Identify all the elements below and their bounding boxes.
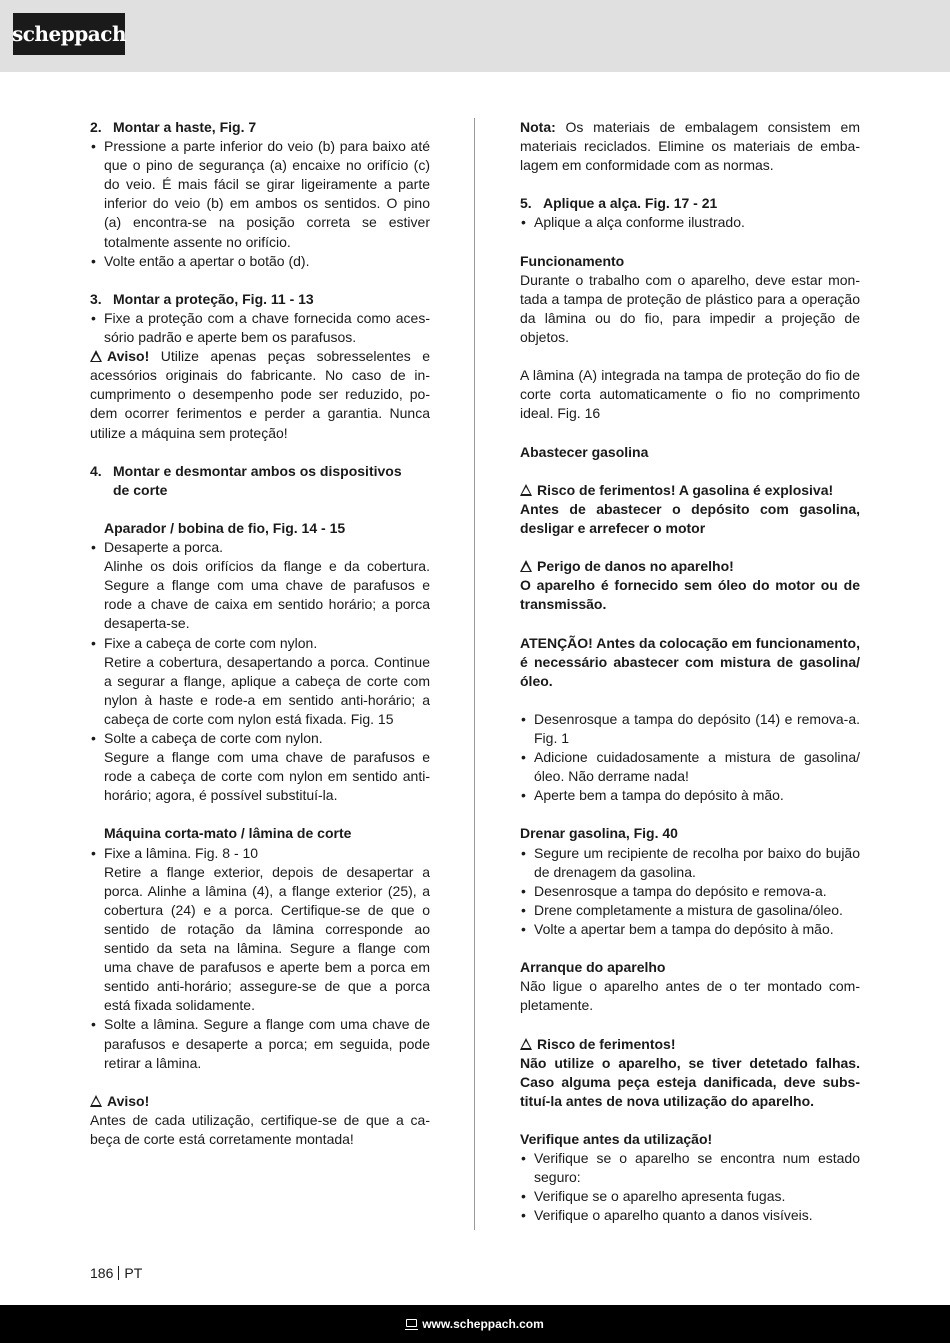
list-item-continuation: Retire a cobertura, desapertando a porca. Continue a segurar a flange, aplique a cabeça de corte com nylon à haste e rode-a em sentido anti-horário; a cabeça de corte com nylon está fixada. Fig. 15	[104, 653, 430, 727]
warning-text: O aparelho é fornecido sem óleo do motor ou de transmissão.	[520, 577, 860, 613]
warning-triangle-icon	[520, 560, 532, 572]
list-item: • Verifique se o aparelho se encontra num estado seguro:	[520, 1149, 860, 1187]
warning-heading: Risco de ferimentos!	[520, 1035, 860, 1054]
warning-triangle-icon	[90, 350, 102, 362]
section-heading: 4. Montar e desmontar ambos os dispositivos	[90, 462, 402, 479]
list-item: • Volte então a apertar o botão (d).	[90, 252, 430, 271]
list-item: • Pressione a parte inferior do veio (b) para baixo até que o pino de segurança (a) encaixe no orifício (c) do veio. É mais fácil se girar ligeiramente a parte inferior do veio (b) em ambos os sentidos. O pino (a) encontra-se na posição correta se estiver totalmente assente no orifício.	[90, 137, 430, 252]
warning-text: Antes de abastecer o depósito com gasolina, desligar e arrefecer o motor	[520, 500, 860, 536]
header-band	[0, 0, 950, 72]
section-heading: Drenar gasolina, Fig. 40	[520, 825, 678, 842]
list-item: • Verifique o aparelho quanto a danos visíveis.	[520, 1206, 860, 1225]
section-heading: 5. Aplique a alça. Fig. 17 - 21	[520, 195, 718, 212]
list-item-continuation: Segure a flange com uma chave de parafusos e rode a cabeça de corte com nylon em sentido anti-horário; agora, é possível substituí-la.	[104, 749, 430, 804]
right-column	[520, 118, 860, 1225]
list-item: • Volte a apertar bem a tampa do depósito à mão.	[520, 920, 860, 939]
section-heading: 3. Montar a proteção, Fig. 11 - 13	[90, 290, 314, 307]
warning-triangle-icon	[520, 1038, 532, 1050]
subsection-heading: Máquina corta-mato / lâmina de corte	[104, 825, 352, 842]
list-item: • Solte a lâmina. Segure a flange com uma chave de parafusos e desaperte a porca; em seguida, pode retirar a lâmina.	[90, 1015, 430, 1072]
note-paragraph: Nota: Os materiais de embalagem consistem em materiais reciclados. Elimine os materiais de embalagem em conformidade com as normas.	[520, 119, 860, 174]
section-heading: Abastecer gasolina	[520, 443, 649, 460]
warning-triangle-icon	[520, 484, 532, 496]
warning-heading: Aviso!	[90, 1092, 430, 1111]
list-item: • Verifique se o aparelho apresenta fugas.	[520, 1187, 860, 1206]
attention-paragraph: ATENÇÃO! Antes da colocação em funcionamento, é necessário abastecer com mistura de gasolina/óleo.	[520, 634, 860, 689]
warning-text: Não utilize o aparelho, se tiver detetado falhas. Caso alguma peça esteja danificada, deve substituí-la antes de nova utilização do aparelho.	[520, 1054, 860, 1109]
list-item-continuation: Retire a flange exterior, depois de desapertar a porca. Alinhe a lâmina (4), a flange exterior (25), a cobertura (24) e a porca. Certifique-se de que o sentido de rotação da lâmina corresponde ao sentido da seta na lâmina. Segure a flange com uma chave de parafusos e aperte bem a porca em sentido anti-horário; assegure-se de que a porca está fixada solidamente.	[104, 863, 430, 1014]
paragraph: Não ligue o aparelho antes de o ter montado completamente.	[520, 978, 860, 1014]
section-heading: Arranque do aparelho	[520, 959, 666, 976]
left-column	[90, 118, 430, 1149]
warning-heading: Risco de ferimentos! A gasolina é explosiva!	[520, 481, 860, 500]
section-heading: 2. Montar a haste, Fig. 7	[90, 119, 257, 135]
list-item-continuation: Alinhe os dois orifícios da flange e da cobertura. Segure a flange com uma chave de parafusos e rode a chave de caixa em sentido horário; a porca desaperta-se.	[104, 558, 430, 632]
list-item: • Drene completamente a mistura de gasolina/óleo.	[520, 901, 860, 920]
list-item: • Desenrosque a tampa do depósito (14) e remova-a. Fig. 1	[520, 710, 860, 748]
footer-band	[0, 1305, 950, 1343]
subsection-heading: Aparador / bobina de fio, Fig. 14 - 15	[104, 519, 346, 536]
section-heading: Funcionamento	[520, 252, 625, 269]
list-item: • Desaperte a porca.	[90, 538, 430, 557]
page-number: 186 PT	[90, 1265, 143, 1281]
list-item: • Solte a cabeça de corte com nylon.	[90, 729, 430, 748]
monitor-icon	[406, 1319, 417, 1327]
website-link[interactable]: www.scheppach.com	[422, 1317, 544, 1331]
warning-paragraph: Aviso! Utilize apenas peças sobresselentes e acessórios originais do fabricante. No caso de incumprimento o desempenho pode ser reduzido, podem ocorrer ferimentos e perder a garantia. Nunca utilize a máquina sem proteção!	[90, 348, 430, 441]
list-item: • Aperte bem a tampa do depósito à mão.	[520, 786, 860, 805]
section-heading: Verifique antes da utilização!	[520, 1130, 713, 1147]
list-item: • Desenrosque a tampa do depósito e remova-a.	[520, 882, 860, 901]
list-item: • Adicione cuidadosamente a mistura de gasolina/ óleo. Não derrame nada!	[520, 748, 860, 786]
list-item: • Fixe a lâmina. Fig. 8 - 10	[90, 844, 430, 863]
list-item: • Fixe a cabeça de corte com nylon.	[90, 634, 430, 653]
list-item: • Segure um recipiente de recolha por baixo do bujão de drenagem da gasolina.	[520, 844, 860, 882]
warning-text: Antes de cada utilização, certifique-se de que a cabeça de corte está corretamente montada!	[90, 1111, 430, 1147]
column-divider	[474, 118, 475, 1230]
warning-heading: Perigo de danos no aparelho!	[520, 557, 860, 576]
section-heading-cont: de corte	[113, 481, 168, 498]
paragraph: A lâmina (A) integrada na tampa de proteção do fio de corte corta automaticamente o fio no comprimento ideal. Fig. 16	[520, 367, 860, 422]
scheppach-logo[interactable]: scheppach	[13, 13, 125, 55]
warning-triangle-icon	[90, 1095, 102, 1107]
list-item: • Aplique a alça conforme ilustrado.	[520, 213, 860, 232]
paragraph: Durante o trabalho com o aparelho, deve estar montada a tampa de proteção de plástico para a operação da lâmina ou do fio, para impedir a projeção de objetos.	[520, 271, 860, 346]
list-item: • Fixe a proteção com a chave fornecida como acessório padrão e aperte bem os parafusos.	[90, 309, 430, 347]
